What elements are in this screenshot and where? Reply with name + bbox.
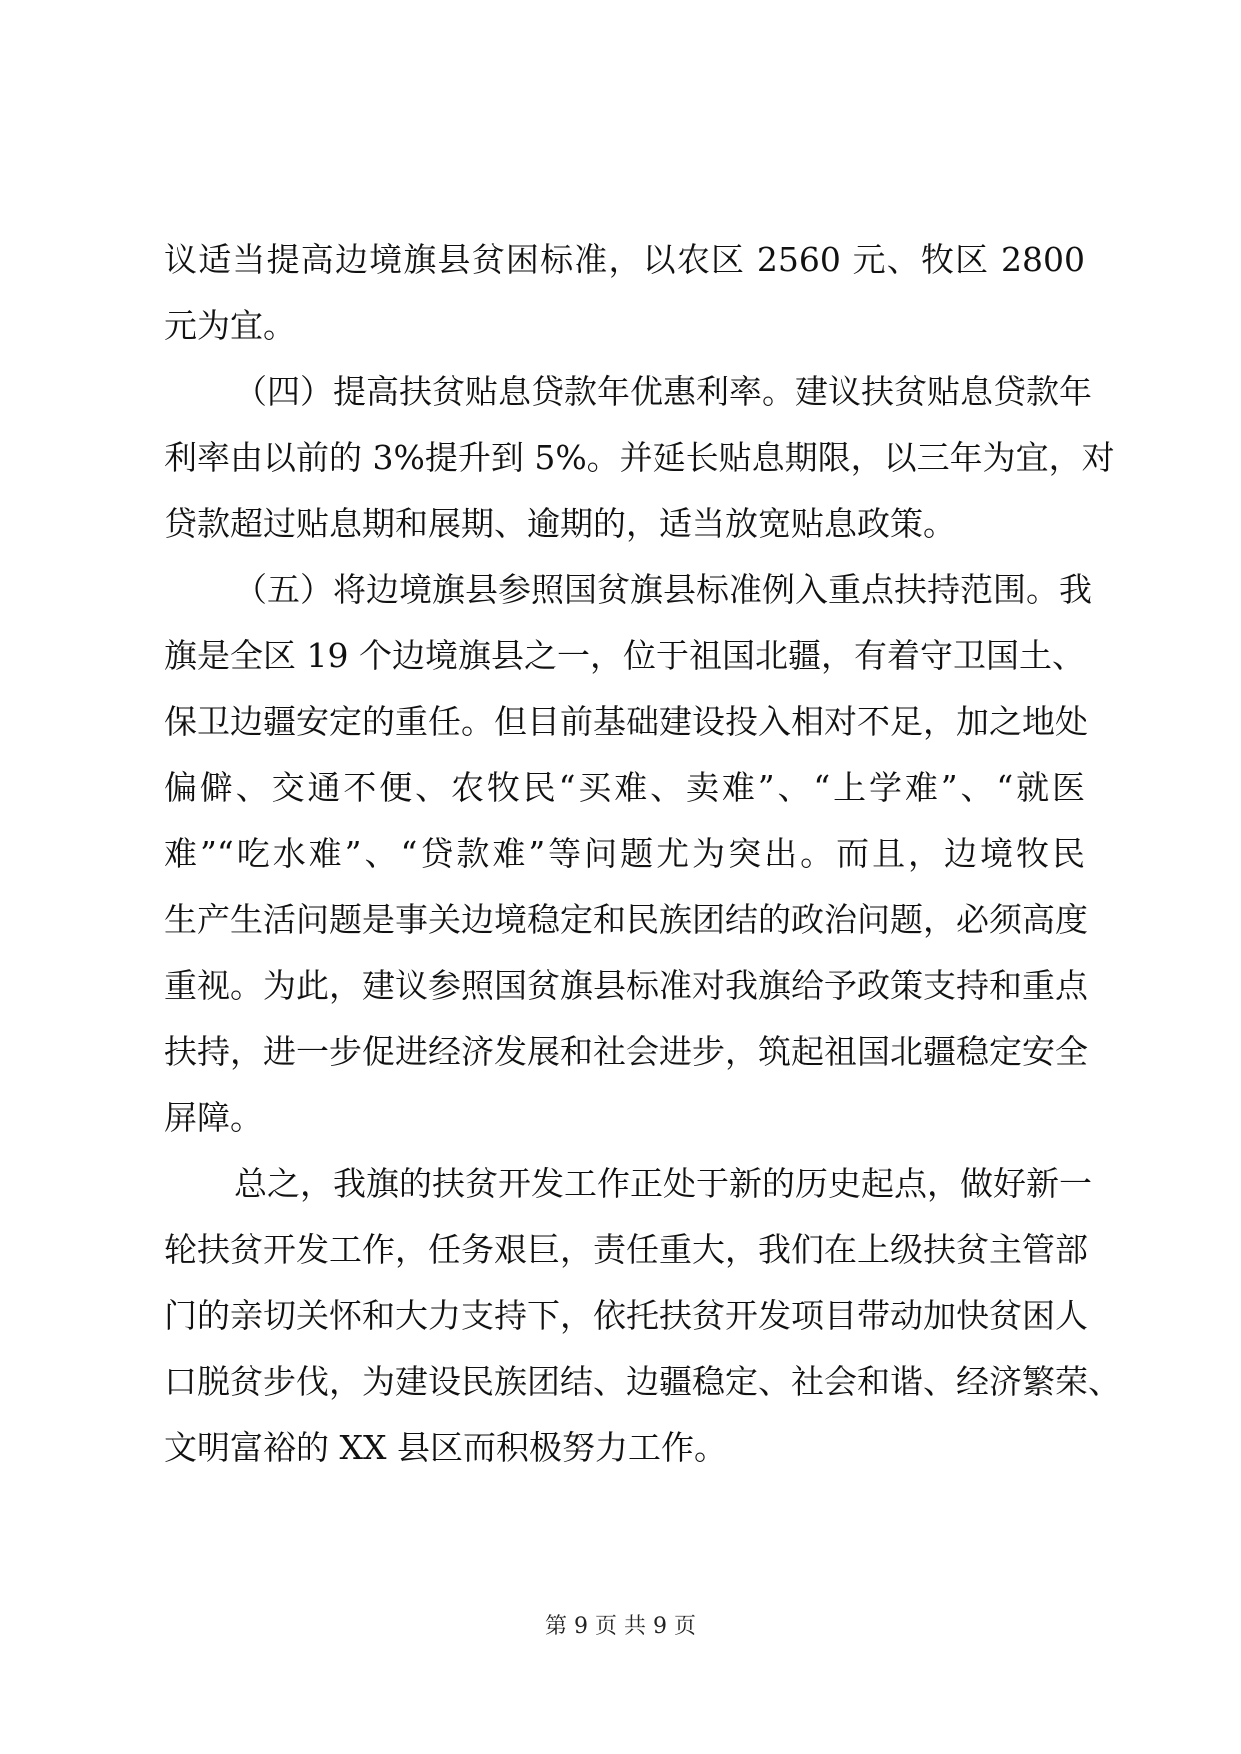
text-line: 贷款超过贴息期和展期、逾期的，适当放宽贴息政策。 bbox=[164, 504, 956, 543]
page-number: 第 9 页 共 9 页 bbox=[545, 1614, 696, 1639]
text-line: 文明富裕的 XX 县区而积极努力工作。 bbox=[164, 1428, 727, 1467]
page-footer bbox=[0, 1614, 1241, 1640]
text-line: 轮扶贫开发工作，任务艰巨，责任重大，我们在上级扶贫主管部 bbox=[164, 1230, 1088, 1269]
text-line: 议适当提高边境旗县贫困标准，以农区 2560 元、牧区 2800 bbox=[164, 240, 1085, 279]
text-line: 重视。为此，建议参照国贫旗县标准对我旗给予政策支持和重点 bbox=[164, 966, 1088, 1005]
text-line: 屏障。 bbox=[164, 1098, 263, 1137]
text-line: 偏僻、交通不便、农牧民“买难、卖难”、“上学难”、“就医 bbox=[164, 768, 1085, 807]
text-line: 生产生活问题是事关边境稳定和民族团结的政治问题，必须高度 bbox=[164, 900, 1088, 939]
text-line: 元为宜。 bbox=[164, 306, 296, 345]
paragraph-item-five bbox=[164, 557, 1092, 1151]
text-line: 旗是全区 19 个边境旗县之一，位于祖国北疆，有着守卫国土、 bbox=[164, 636, 1085, 675]
text-line: 扶持，进一步促进经济发展和社会进步，筑起祖国北疆稳定安全 bbox=[164, 1032, 1088, 1071]
text-line: （四）提高扶贫贴息贷款年优惠利率。建议扶贫贴息贷款年 bbox=[234, 372, 1092, 411]
document-body bbox=[164, 227, 1121, 1481]
text-line: （五）将边境旗县参照国贫旗县标准例入重点扶持范围。我 bbox=[234, 570, 1092, 609]
text-line: 门的亲切关怀和大力支持下，依托扶贫开发项目带动加快贫困人 bbox=[164, 1296, 1088, 1335]
paragraph-item-four bbox=[164, 359, 1115, 557]
text-line: 利率由以前的 3%提升到 5%。并延长贴息期限，以三年为宜，对 bbox=[164, 438, 1115, 477]
paragraph-continuation bbox=[164, 227, 1085, 359]
paragraph-conclusion bbox=[164, 1151, 1121, 1481]
text-line: 保卫边疆安定的重任。但目前基础建设投入相对不足，加之地处 bbox=[164, 702, 1088, 741]
text-line: 难”“吃水难”、“贷款难”等问题尤为突出。而且，边境牧民 bbox=[164, 834, 1085, 873]
text-line: 总之，我旗的扶贫开发工作正处于新的历史起点，做好新一 bbox=[234, 1164, 1092, 1203]
text-line: 口脱贫步伐，为建设民族团结、边疆稳定、社会和谐、经济繁荣、 bbox=[164, 1362, 1121, 1401]
